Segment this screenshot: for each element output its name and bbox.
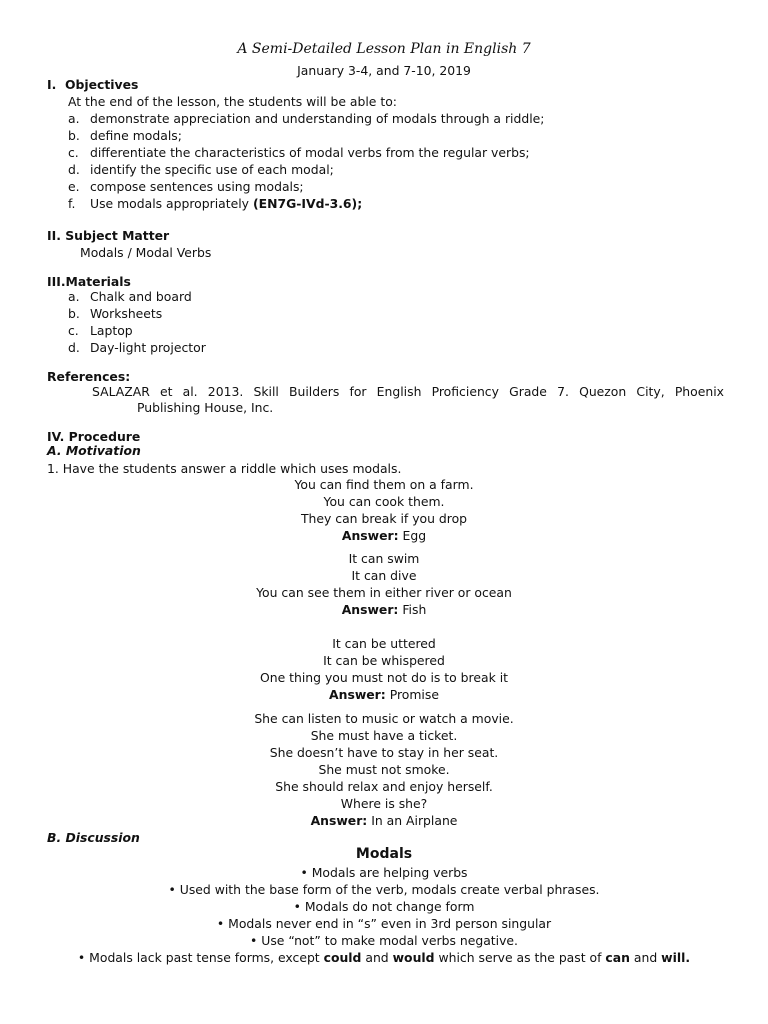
answer-text: In an Airplane: [367, 813, 458, 828]
objectives-title: Objectives: [64, 77, 139, 92]
objective-item: [68, 162, 334, 177]
bullet-icon: •: [250, 933, 262, 948]
objective-marker: c.: [68, 145, 79, 160]
materials-title: Materials: [65, 274, 131, 289]
bullet-text: and: [361, 950, 393, 965]
objectives-intro: At the end of the lesson, the students will be able to:: [68, 94, 397, 109]
modal-bullet: [0, 933, 768, 948]
material-text: Laptop: [90, 323, 133, 338]
bullet-text: which serve as the past of: [434, 950, 606, 965]
objective-marker: a.: [68, 111, 80, 126]
bullet-text: Modals never end in “s” even in 3rd person singular: [228, 916, 552, 931]
riddle-line: It can be whispered: [323, 653, 445, 668]
procedure-heading: IV. Procedure: [47, 429, 141, 444]
bullet-text: and: [629, 950, 662, 965]
materials-number: III.: [47, 274, 66, 289]
subject-matter-text: Modals / Modal Verbs: [80, 245, 212, 260]
riddle-line: She should relax and enjoy herself.: [275, 779, 493, 794]
riddle-line: You can see them in either river or ocean: [256, 585, 512, 600]
answer-label: Answer:: [341, 602, 399, 617]
riddle-line: You can find them on a farm.: [294, 477, 474, 492]
riddle-line: You can cook them.: [323, 494, 445, 509]
objective-marker: f.: [68, 196, 76, 211]
modal-bullet: [0, 882, 768, 897]
bullet-icon: •: [77, 950, 90, 965]
riddle-answer: [0, 687, 768, 702]
objective-item: [68, 145, 530, 160]
objective-text: Use modals appropriately: [90, 196, 253, 211]
objective-item: [68, 196, 362, 211]
answer-label: Answer:: [329, 687, 386, 702]
riddle-line: It can be uttered: [332, 636, 436, 651]
riddle-line: One thing you must not do is to break it: [259, 670, 508, 685]
objective-text: define modals;: [90, 128, 182, 143]
bullet-icon: •: [216, 916, 229, 931]
objective-text: demonstrate appreciation and understanding of modals through a riddle;: [90, 111, 545, 126]
answer-label: Answer:: [341, 528, 399, 543]
document-title: A Semi-Detailed Lesson Plan in English 7: [237, 41, 531, 57]
objective-marker: e.: [68, 179, 80, 194]
material-marker: d.: [68, 340, 80, 355]
reference-publisher: Publishing House, Inc.: [137, 400, 274, 415]
riddle-answer: [0, 602, 768, 617]
answer-label: Answer:: [310, 813, 368, 828]
objective-text: differentiate the characteristics of modal verbs from the regular verbs;: [90, 145, 530, 160]
answer-text: Egg: [398, 528, 427, 543]
objective-item: [68, 111, 544, 126]
bullet-text: Modals are helping verbs: [311, 865, 468, 880]
motivation-heading: A. Motivation: [47, 443, 141, 458]
objective-end: ;: [357, 196, 363, 211]
answer-text: Fish: [398, 602, 427, 617]
keyword-could: could: [323, 950, 362, 965]
bullet-text: Used with the base form of the verb, modals create verbal phrases.: [179, 882, 600, 897]
material-marker: b.: [68, 306, 80, 321]
riddle-answer: [0, 813, 768, 828]
document-dates: January 3-4, and 7-10, 2019: [297, 63, 471, 78]
riddle-line: They can break if you drop: [300, 511, 468, 526]
references-heading: References:: [47, 369, 131, 384]
riddle-line: It can dive: [351, 568, 417, 583]
keyword-will: will.: [661, 950, 691, 965]
objectives-heading: [47, 77, 138, 92]
motivation-instruction: 1. Have the students answer a riddle which uses modals.: [47, 461, 402, 476]
modals-title: Modals: [355, 846, 413, 862]
material-text: Day-light projector: [90, 340, 206, 355]
riddle-line: She doesn’t have to stay in her seat.: [269, 745, 499, 760]
material-marker: a.: [68, 289, 80, 304]
objective-marker: d.: [68, 162, 80, 177]
reference-citation: SALAZAR et al. 2013. Skill Builders for English Proficiency Grade 7. Quezon City, Phoenix: [92, 384, 724, 399]
bullet-icon: •: [300, 865, 312, 880]
keyword-would: would: [392, 950, 435, 965]
bullet-icon: •: [293, 899, 305, 914]
objective-marker: b.: [68, 128, 80, 143]
material-text: Chalk and board: [90, 289, 192, 304]
objectives-number: I.: [47, 77, 57, 92]
material-marker: c.: [68, 323, 79, 338]
bullet-text: Modals lack past tense forms, except: [89, 950, 324, 965]
material-text: Worksheets: [90, 306, 163, 321]
riddle-line: She can listen to music or watch a movie.: [254, 711, 514, 726]
discussion-heading: B. Discussion: [47, 830, 140, 845]
bullet-text: Use “not” to make modal verbs negative.: [261, 933, 518, 948]
bullet-icon: •: [168, 882, 180, 897]
materials-heading: [47, 274, 131, 289]
subject-matter-heading: II. Subject Matter: [47, 228, 170, 243]
keyword-can: can: [605, 950, 630, 965]
competency-code: (EN7G-IVd-3.6): [252, 196, 358, 211]
material-item: [68, 323, 133, 338]
objective-item: [68, 128, 182, 143]
riddle-answer: [0, 528, 768, 543]
riddle-line: She must have a ticket.: [310, 728, 458, 743]
riddle-line: Where is she?: [340, 796, 428, 811]
objective-item: [68, 179, 304, 194]
modal-bullet: [0, 950, 768, 965]
modal-bullet: [0, 899, 768, 914]
material-item: [68, 289, 192, 304]
bullet-text: Modals do not change form: [304, 899, 475, 914]
objective-text: identify the specific use of each modal;: [90, 162, 334, 177]
material-item: [68, 306, 162, 321]
modal-bullet: [0, 865, 768, 880]
riddle-line: It can swim: [348, 551, 420, 566]
modal-bullet: [0, 916, 768, 931]
material-item: [68, 340, 206, 355]
answer-text: Promise: [385, 687, 439, 702]
objective-text: compose sentences using modals;: [90, 179, 304, 194]
riddle-line: She must not smoke.: [318, 762, 450, 777]
